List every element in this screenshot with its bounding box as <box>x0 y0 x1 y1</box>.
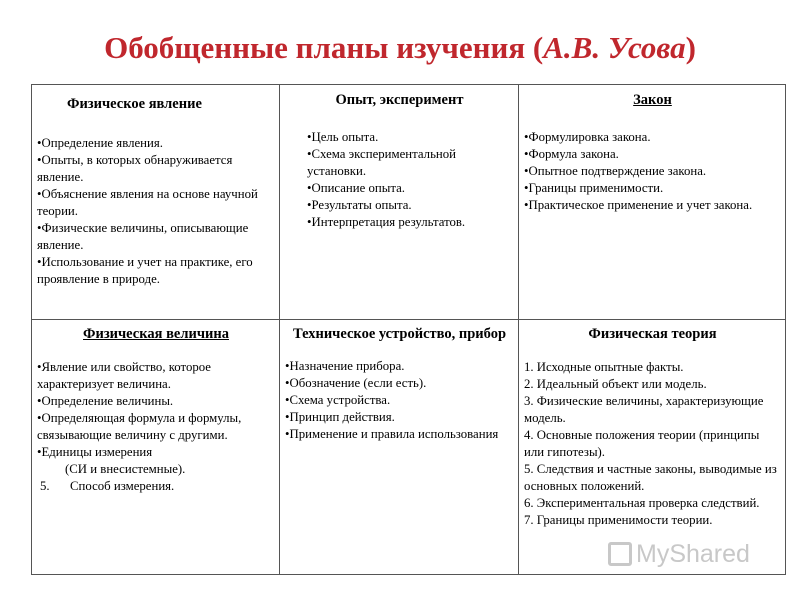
cell-list <box>285 129 514 231</box>
list-item: •Границы применимости. <box>524 181 664 195</box>
list-item: 1. Исходные опытные факты. <box>524 360 684 374</box>
list-item: •Опыты, в которых обнаруживается явление. <box>37 153 233 184</box>
table-row <box>32 85 786 320</box>
list-item: •Опытное подтверждение закона. <box>524 164 707 178</box>
list-item: •Формула закона. <box>524 147 619 161</box>
list-item: •Определение явления. <box>37 136 163 150</box>
cell-experiment <box>280 85 519 320</box>
cell-physical-phenomenon <box>32 85 280 320</box>
table-row <box>32 320 786 575</box>
title-main: Обобщенные планы изучения ( <box>104 30 544 65</box>
cell-heading: Техническое устройство, прибор <box>292 326 507 342</box>
list-item: •Объяснение явления на основе научной теории. <box>37 187 258 218</box>
cell-list <box>524 129 781 214</box>
list-item: •Схема устройства. <box>285 393 391 407</box>
list-item: 5. Следствия и частные законы, выводимые из основных положений. <box>524 462 777 493</box>
cell-heading: Физическая теория <box>588 326 717 342</box>
cell-list <box>37 135 275 288</box>
list-item: 7. Границы применимости теории. <box>524 513 713 527</box>
list-item: •Применение и правила использования <box>285 427 499 441</box>
list-item <box>37 478 275 495</box>
list-item: •Цель опыта. <box>307 130 379 144</box>
watermark <box>608 540 750 569</box>
list-item-text: Способ измерения. <box>70 479 175 493</box>
cell-heading: Физическое явление <box>67 96 202 112</box>
list-item: •Результаты опыта. <box>307 198 412 212</box>
list-item: 4. Основные положения теории (принципы или гипотезы). <box>524 428 760 459</box>
list-item: •Определение величины. <box>37 394 174 408</box>
cell-list <box>37 359 275 495</box>
list-item: 2. Идеальный объект или модель. <box>524 377 707 391</box>
list-item: 3. Физические величины, характеризующие модель. <box>524 394 764 425</box>
title-author: А.В. Усова <box>543 30 686 65</box>
cell-heading: Физическая величина <box>83 326 229 342</box>
list-item: •Явление или свойство, которое характеризует величина. <box>37 360 211 391</box>
list-item: •Единицы измерения <box>37 445 153 459</box>
list-item: •Схема экспериментальной установки. <box>307 147 456 178</box>
cell-heading: Опыт, эксперимент <box>335 92 464 108</box>
list-item: •Назначение прибора. <box>285 359 405 373</box>
watermark-text: MyShared <box>636 540 750 568</box>
list-item: •Формулировка закона. <box>524 130 651 144</box>
cell-list <box>524 359 781 529</box>
cell-heading: Закон <box>633 92 672 108</box>
list-item: •Описание опыта. <box>307 181 405 195</box>
cell-physical-quantity <box>32 320 280 575</box>
list-item: •Обозначение (если есть). <box>285 376 427 390</box>
list-item: •Физические величины, описывающие явление. <box>37 221 249 252</box>
cell-physical-theory <box>519 320 786 575</box>
list-item: •Использование и учет на практике, его проявление в природе. <box>37 255 253 286</box>
list-item: •Интерпретация результатов. <box>307 215 466 229</box>
cell-list <box>285 358 514 443</box>
title-close: ) <box>685 30 696 65</box>
study-plans-table <box>31 84 786 575</box>
cell-technical-device <box>280 320 519 575</box>
list-item: •Принцип действия. <box>285 410 395 424</box>
list-item: (СИ и внесистемные). <box>65 462 186 476</box>
list-number: 5. <box>40 479 50 493</box>
myshared-logo-icon <box>608 542 632 566</box>
list-item: •Практическое применение и учет закона. <box>524 198 753 212</box>
list-item: •Определяющая формула и формулы, связывающие величину с другими. <box>37 411 242 442</box>
cell-law <box>519 85 786 320</box>
list-item: 6. Экспериментальная проверка следствий. <box>524 496 760 510</box>
page-title <box>0 30 800 66</box>
